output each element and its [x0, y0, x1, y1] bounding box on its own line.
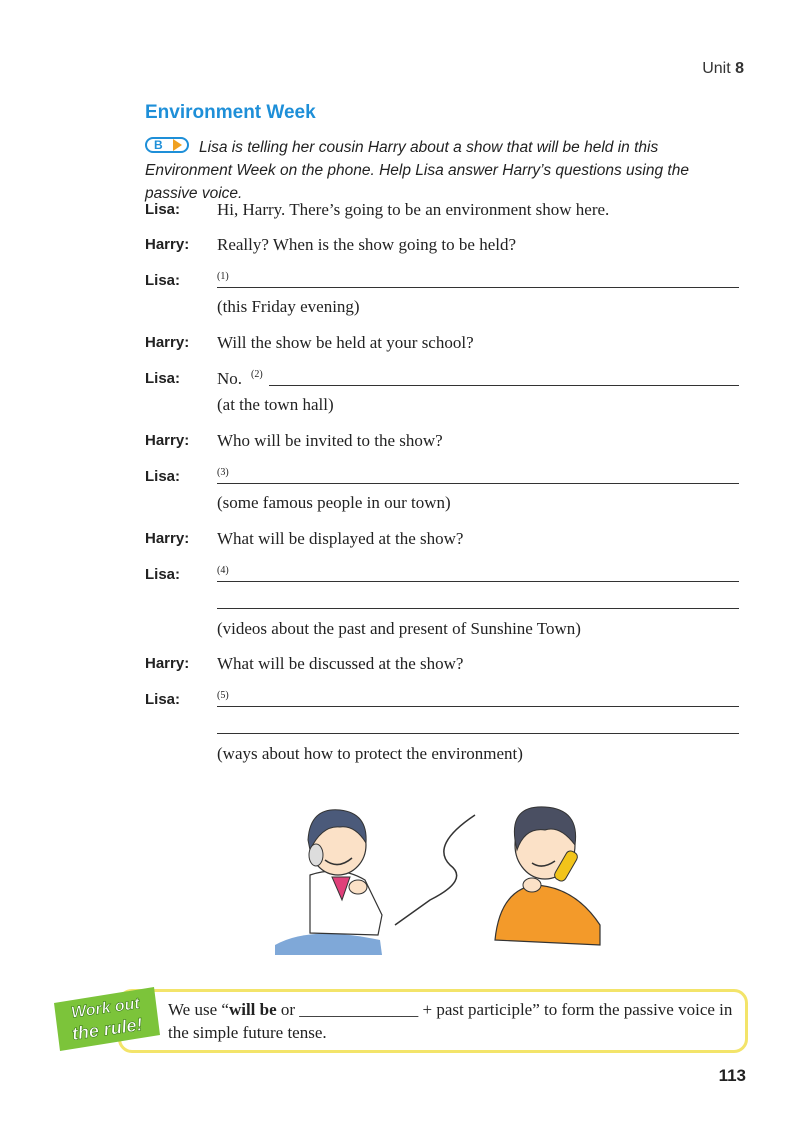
girl-figure [275, 810, 382, 955]
speaker-label: Lisa: [145, 468, 181, 485]
speaker-label: Harry: [145, 432, 190, 449]
section-title: Environment Week [145, 102, 316, 123]
work-out-the-rule-sticker [46, 983, 164, 1055]
answer-line[interactable] [217, 483, 739, 484]
speaker-label: Lisa: [145, 370, 181, 387]
unit-label: Unit 8 [702, 60, 744, 77]
speaker-label: Lisa: [145, 272, 181, 289]
rule-text: We use “will be or ______________ + past participle” to form the passive voice in the simple future tense. [168, 1000, 733, 1042]
speaker-label: Harry: [145, 236, 190, 253]
answer-prefix: No. [217, 369, 243, 388]
answer-number: (1) [217, 271, 229, 282]
speaker-label: Lisa: [145, 201, 181, 218]
answer-line[interactable] [269, 385, 739, 386]
sticker-line1: Work out [70, 995, 141, 1022]
answer-hint: (ways about how to protect the environment) [217, 744, 523, 763]
answer-line[interactable] [217, 733, 739, 734]
badge-letter: B [154, 138, 163, 152]
answer-hint: (this Friday evening) [217, 297, 360, 316]
answer-number: (3) [217, 467, 229, 478]
answer-line[interactable] [217, 287, 739, 288]
speaker-label: Harry: [145, 334, 190, 351]
answer-line[interactable] [217, 581, 739, 582]
speaker-label: Lisa: [145, 566, 181, 583]
answer-number: (2) [251, 369, 263, 380]
dialogue-text: Really? When is the show going to be held? [217, 235, 517, 254]
answer-hint: (at the town hall) [217, 395, 334, 414]
instruction-text: Lisa is telling her cousin Harry about a show that will be held in this Environment Week on the phone. Help Lisa answer Harry’s questions using the passive voice. [145, 139, 689, 202]
dialogue-text: Who will be invited to the show? [217, 431, 443, 450]
dialogue-text: What will be displayed at the show? [217, 529, 464, 548]
phone-call-illustration [270, 795, 610, 955]
dialogue-text: Will the show be held at your school? [217, 333, 474, 352]
speaker-label: Harry: [145, 530, 190, 547]
speaker-label: Harry: [145, 655, 190, 672]
answer-hint: (some famous people in our town) [217, 493, 451, 512]
sticker-line2: the rule! [70, 1014, 144, 1044]
answer-line[interactable] [217, 608, 739, 609]
dialogue-text: Hi, Harry. There’s going to be an environment show here. [217, 200, 610, 219]
answer-line[interactable] [217, 706, 739, 707]
answer-number: (4) [217, 565, 229, 576]
phone-cord [395, 815, 475, 925]
answer-hint: (videos about the past and present of Sunshine Town) [217, 619, 581, 638]
speaker-label: Lisa: [145, 691, 181, 708]
boy-figure [495, 807, 600, 945]
page-number: 113 [718, 1066, 746, 1085]
dialogue-text: What will be discussed at the show? [217, 654, 464, 673]
answer-number: (5) [217, 690, 229, 701]
